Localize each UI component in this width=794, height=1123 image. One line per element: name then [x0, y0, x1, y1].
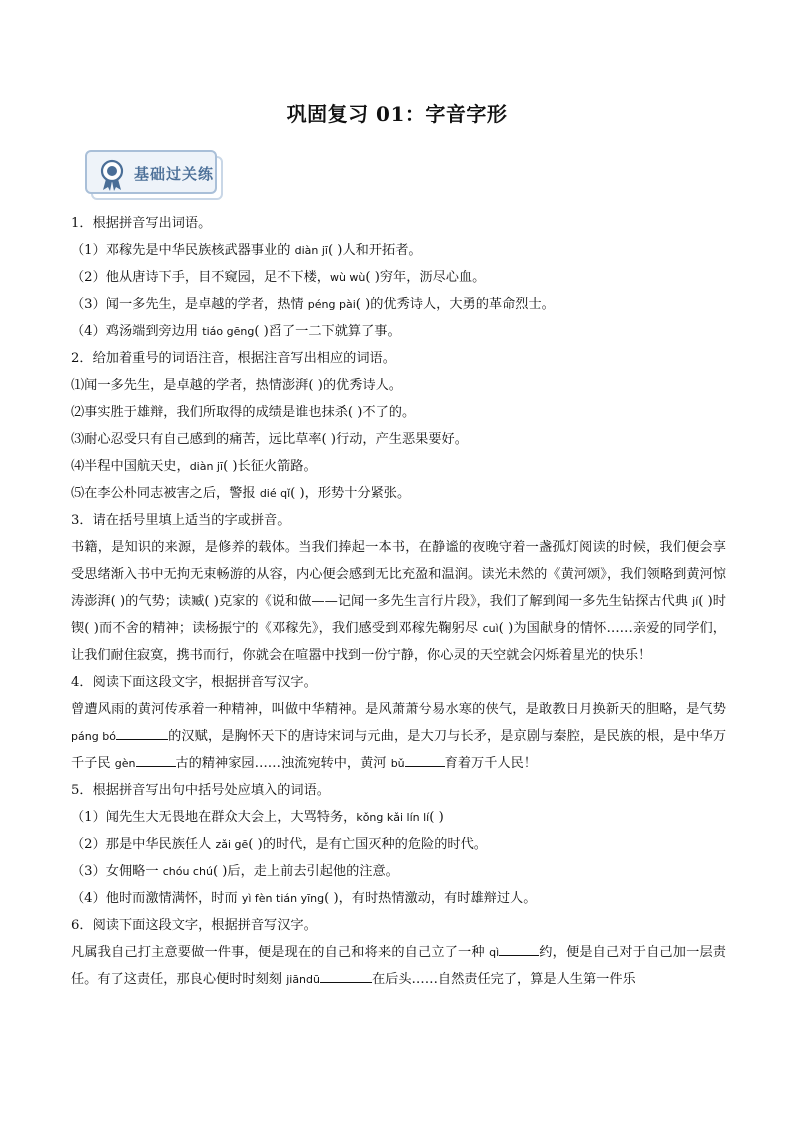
pinyin: bǔ	[390, 757, 405, 770]
text: 古的精神家园……浊流宛转中，黄河	[175, 756, 391, 771]
question-2-item-1: ⑴闻一多先生，是卓越的学者，热情澎湃( )的优秀诗人。	[71, 378, 402, 393]
pinyin: yì fèn tián yīng	[241, 892, 325, 905]
pinyin: gèn	[114, 757, 136, 770]
text: ⑷半程中国航天史，	[71, 459, 190, 474]
text: 的汉赋，是胸怀天下的唐诗宋词与元曲，是大刀与长矛，是京剧与秦腔，是民族的根，是中华万千子民	[71, 729, 727, 771]
answer-blank[interactable]	[320, 970, 372, 983]
text: ( )，形势十分紧张。	[290, 486, 411, 501]
text: （4）鸡汤端到旁边用	[71, 324, 203, 339]
question-1-item-4	[71, 318, 726, 345]
pinyin: cuì	[482, 622, 499, 635]
text: 约，便是自己对于自己加一层责任。有了这责任，那良心便时时刻刻	[71, 945, 726, 987]
question-1-item-2	[71, 264, 726, 291]
question-2-item-2: ⑵事实胜于雄辩，我们所取得的成绩是谁也抹杀( )不了的。	[71, 405, 416, 420]
text: ( )舀了一二下就算了事。	[254, 324, 401, 339]
text: ( )为国献身的情怀……亲爱的同学们，让我们耐住寂寞，携书而行，你就会在喧嚣中找到一份宁静，你心灵的天空就会闪烁着星光的快乐！	[71, 621, 726, 663]
badge-label: 基础过关练	[134, 165, 215, 183]
pinyin: qì	[489, 946, 500, 959]
text: 凡属我自己打主意要做一件事，便是现在的自己和将来的自己立了一种	[71, 945, 490, 960]
answer-blank[interactable]	[116, 727, 168, 740]
pinyin: jiāndū	[286, 973, 320, 986]
exercise-content	[71, 210, 726, 993]
pinyin: diàn jī	[294, 244, 328, 257]
pinyin: péng pài	[307, 298, 356, 311]
question-3-heading: 3．请在括号里填上适当的字或拼音。	[71, 513, 291, 528]
text: 曾遭风雨的黄河传承着一种精神，叫做中华精神。是风萧萧兮易水寒的侠气，是敢教日月换新天的胆略，是气势	[71, 702, 726, 717]
pinyin: wù wù	[329, 271, 366, 284]
text: ( )时锲( )而不舍的精神；读杨振宁的《邓稼先》，我们感受到邓稼先鞠躬尽	[71, 594, 726, 636]
question-2-heading: 2．给加着重号的词语注音，根据注音写出相应的词语。	[71, 351, 396, 366]
text: （2）那是中华民族任人	[71, 837, 216, 852]
answer-blank[interactable]	[405, 754, 445, 767]
pinyin: zǎi gē	[215, 838, 249, 851]
question-5-item-2	[71, 831, 726, 858]
pinyin: kǒng kǎi lín lí	[356, 811, 430, 824]
text: 书籍，是知识的来源，是修养的载体。当我们捧起一本书，在静谧的夜晚守着一盏孤灯阅读的时候，我们便会享受思绪渐入书中无拘无束畅游的从容，内心便会感到无比充盈和温润。读光未然的《黄河颂》，我们领略到黄河惊涛澎湃( )的气势；读臧( )克家的《说和做——记闻一多先生言行片段》，我们了解到闻一多先生钻探古代典	[71, 540, 726, 609]
section-badge	[79, 146, 222, 198]
question-2-item-4	[71, 453, 726, 480]
text: ( )长征火箭路。	[223, 459, 317, 474]
pinyin: jí	[692, 595, 699, 608]
question-5-item-3	[71, 858, 726, 885]
text: ( )人和开拓者。	[327, 243, 422, 258]
question-2-item-3: ⑶耐心忍受只有自己感到的痛苦，远比草率( )行动，产生恶果要好。	[71, 432, 468, 447]
question-2-item-5	[71, 480, 726, 507]
text: （2）他从唐诗下手，目不窥园，足不下楼，	[71, 270, 330, 285]
text: ( )的时代，是有亡国灭种的危险的时代。	[248, 837, 487, 852]
pinyin: dié qǐ	[259, 487, 291, 500]
text: ( )，有时热情激动，有时雄辩过人。	[324, 891, 537, 906]
text: ( )的优秀诗人，大勇的革命烈士。	[355, 297, 555, 312]
text: （4）他时而激情满怀，时而	[71, 891, 242, 906]
question-5-heading: 5．根据拼音写出句中括号处应填入的词语。	[71, 783, 330, 798]
answer-blank[interactable]	[499, 943, 539, 956]
question-6-passage	[71, 939, 726, 993]
question-3-passage	[71, 534, 726, 669]
page-title: 巩固复习 01：字音字形	[286, 102, 508, 126]
ribbon-medal-icon	[97, 158, 127, 192]
text: ( )后，走上前去引起他的注意。	[212, 864, 399, 879]
text: ( )穷年，沥尽心血。	[365, 270, 486, 285]
question-5-item-4	[71, 885, 726, 912]
badge-box	[85, 150, 217, 194]
text: （1）闻先生大无畏地在群众大会上，大骂特务，	[71, 810, 357, 825]
pinyin: tiáo gēng	[202, 325, 255, 338]
question-1-item-1	[71, 237, 726, 264]
text: （1）邓稼先是中华民族核武器事业的	[71, 243, 295, 258]
text: ⑸在李公朴同志被害之后，警报	[71, 486, 260, 501]
question-1-heading: 1．根据拼音写出词语。	[71, 216, 212, 231]
question-5-item-1	[71, 804, 726, 831]
text: ( )	[429, 810, 444, 825]
question-4-passage	[71, 696, 726, 777]
pinyin: diàn jī	[189, 460, 224, 473]
text: 育着万千人民！	[444, 756, 537, 771]
pinyin: páng bó	[71, 730, 116, 743]
question-6-heading: 6．阅读下面这段文字，根据拼音写汉字。	[71, 918, 317, 933]
text: （3）闻一多先生，是卓越的学者，热情	[71, 297, 308, 312]
text: （3）女佣略一	[71, 864, 163, 879]
question-4-heading: 4．阅读下面这段文字，根据拼音写汉字。	[71, 675, 317, 690]
answer-blank[interactable]	[136, 754, 176, 767]
pinyin: chóu chú	[162, 865, 213, 878]
text: 在后头……自然责任完了，算是人生第一件乐	[371, 972, 636, 987]
question-1-item-3	[71, 291, 726, 318]
